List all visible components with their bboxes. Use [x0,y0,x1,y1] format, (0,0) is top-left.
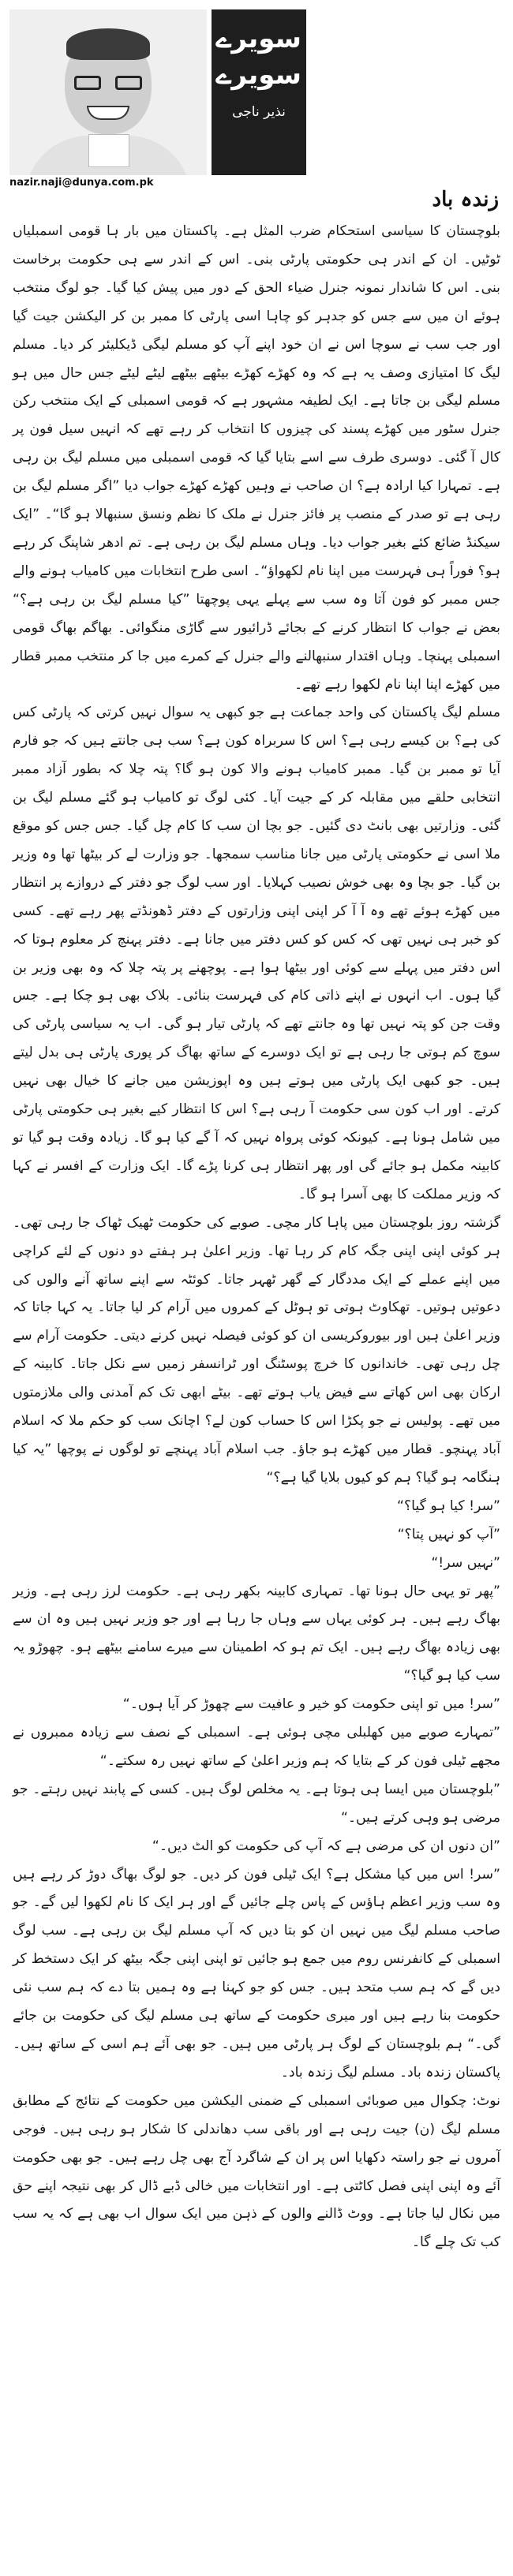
author-photo [9,9,207,175]
article-body [13,218,500,2257]
paragraph-balochistan: گزشتہ روز بلوچستان میں پاہا کار مچی۔ صوبے کی حکومت ٹھیک ٹھاک جا رہی تھی۔ ہر کوئی اپنی اپنی جگہ کام کر رہا تھا۔ وزیر اعلیٰ ہر ہفتے دو دنوں کے لئے کراچی میں اپنے عملے کے ایک مددگار کے گھر ٹھہر جاتا۔ کوئٹہ سے اپنے ساتھ آنے والوں کی دعوتیں ہوتیں۔ تھکاوٹ ہوتی تو ہوٹل کے کمروں میں آرام کر لیا جاتا۔ یہ کہا جاتا کہ وزیر اعلیٰ ہیں اور بیوروکریسی ان کو کوئی فیصلہ نہیں کرنے دیتی۔ حکومت آرام سے چل رہی تھی۔ خاندانوں کا خرچ پوسٹنگ اور ٹرانسفر زمیں سے نکل جاتا۔ کابینہ کے ارکان بھی اس کھاتے سے فیض یاب ہوتے تھے۔ بیٹے ابھی تک کم آمدنی والی ملازمتوں میں تھے۔ پولیس نے جو پکڑا اس کا حساب کون لے؟ اچانک سب کو حکم ملا کہ اسلام آباد پہنچو۔ قطار میں کھڑے ہو جاؤ۔ جب اسلام آباد پہنچے تو لوگوں نے پوچھا ”یہ کیا ہنگامہ ہو گیا؟ ہم کو کیوں بلایا گیا ہے؟“ [13,1214,500,1486]
author-photo-glasses [74,76,142,90]
column-name: سویرے سویرے [215,23,301,91]
dialog-line: ”نہیں سر!“ [431,1554,500,1571]
dialog-line: ”آپ کو نہیں پتا؟“ [397,1526,500,1542]
paragraph-note: نوٹ: چکوال میں صوبائی اسمبلی کے ضمنی الیکشن میں حکومت کے نتائج کے مطابق مسلم لیگ (ن) جیت رہی ہے اور باقی سب دھاندلی کا شکار ہو رہی ہیں۔ فوجی آمروں نے جو راستہ دکھایا اس پر ان کے شاگرد آج بھی چل رہے ہیں۔ جو بھی حکومت آئے وہ اپنی اپنی فصل کاٹتی ہے۔ اور انتخابات میں خالی ڈبے ڈال کر بھی نتیجہ اپنے حق میں نکال لیا جاتا ہے۔ ووٹ ڈالنے والوں کے ذہن میں ایک سوال اب بھی ہے کہ یہ سب کب تک چلے گا۔ [13,2092,500,2251]
paragraph-assembly: ”تمہارے صوبے میں کھلبلی مچی ہوئی ہے۔ اسمبلی کے نصف سے زیادہ ممبروں نے مجھے ٹیلی فون کر کے بتایا کہ ہم وزیر اعلیٰ کے ساتھ نہیں رہ سکتے۔“ [13,1725,500,1769]
paragraph-muslim-league: مسلم لیگ پاکستان کی واحد جماعت ہے جو کبھی یہ سوال نہیں کرتی کہ پارٹی کس کی ہے؟ بن کیسے رہی ہے؟ اس کا سربراہ کون ہے؟ سب ہی جانتے ہیں کہ جو فارم آیا تو ممبر بن گیا۔ ممبر کامیاب ہونے والا کون ہو گا؟ پتہ چلا کہ بطور آزاد ممبر انتخابی حلقے میں مقابلہ کر کے جیت آیا۔ کئی لوگ تو کامیاب ہو گئے مسلم لیگ بن گئی۔ وزارتیں بھی بانٹ دی گئیں۔ جو بچا ان سب کا کام چل گیا۔ جس جس کو موقع ملا اسی نے حکومتی پارٹی میں جانا مناسب سمجھا۔ جو وزارت لے کر بیٹھا تھا وہ وزیر بن گیا۔ جو بچا وہ بھی خوش نصیب کہلایا۔ اور سب لوگ جو دفتر کے دروازے پر انتظار میں کھڑے ہوئے تھے وہ آ آ کر اپنی اپنی وزارتوں کے دفتر ڈھونڈتے پھر رہے تھے۔ کسی کو خبر ہی نہیں تھی کہ کس کو کس دفتر میں جانا ہے۔ دفتر پہنچ کر معلوم ہوتا کہ اس دفتر میں پہلے سے کوئی اور بیٹھا ہوا ہے۔ پوچھنے پر پتہ چلا کہ وہ بھی وزیر بن گیا ہوں۔ اب انہوں نے اپنے ذاتی کام کی فہرست بنائی۔ بلاک بھی ہو چکا ہے۔ جس وقت جن کو پتہ نہیں تھا وہ جانتے تھے کہ پارٹی تیار ہو گی۔ اب یہ سیاسی پارٹی کی سوچ کم ہوتی جا رہی ہے تو ایک دوسرے کے ساتھ بھاگ کر پوری پارٹی ہی بدل لیتے ہیں۔ جو کبھی ایک پارٹی میں ہوتے ہیں وہ اپوزیشن میں جانے کا خیال بھی نہیں کرتے۔ اور اب کون سی حکومت آ رہی ہے؟ اس کا انتظار کیے بغیر ہی حکومتی پارٹی میں شامل ہونا ہے۔ کیونکہ کوئی پرواہ نہیں کہ آ گے کیا ہو گا۔ زیادہ وقت ہو گیا تو کابینہ مکمل ہو جائے گی اور پھر انتظار ہی کرنا پڑے گا۔ ایک وزارت کے افسر نے کہا کہ وزیر مملکت کا بھی آسرا ہو گا۔ [13,705,500,1202]
dialog-line: ”ان دنوں ان کی مرضی ہے کہ آپ کی حکومت کو الٹ دیں۔“ [152,1838,500,1854]
dialog-line: ”سر! میں تو اپنی حکومت کو خیر و عافیت سے چھوڑ کر آیا ہوں۔“ [122,1696,500,1713]
dialog-line: ”سر! کیا ہو گیا؟“ [397,1497,500,1514]
paragraph-zindabad: ”سر! اس میں کیا مشکل ہے؟ ایک ٹیلی فون کر دیں۔ جو لوگ بھاگ دوڑ کر رہے ہیں وہ سب وزیر اعظم ہاؤس کے پاس چلے جائیں گے اور ہر ایک کا نام لکھوا لیں گے۔ جو صاحب مسلم لیگ میں نہیں ان کو بتا دیں کہ آپ مسلم لیگ بن رہی ہے۔ سب لوگ اسمبلی کے کانفرنس روم میں جمع ہو جائیں تو اپنی اپنی جگہ بیٹھ کر ایک دستخط کر دیں گے کہ ہم سب متحد ہیں۔ جس کو جو کہنا ہے وہ ہمیں بتا دے کہ ہم سب نئی حکومت بنا رہے ہیں اور میری حکومت کے ساتھ ہی مسلم لیگ کی حکومت بن جائے گی۔“ ہم بلوچستان کے لوگ ہر پارٹی میں ہیں۔ جو بھی آئے ہم اسی کے ساتھ ہیں۔ پاکستان زندہ باد۔ مسلم لیگ زندہ باد۔ [13,1866,500,2081]
author-photo-collar [88,134,129,167]
paragraph-cabinet: ”پھر تو یہی حال ہونا تھا۔ تمہاری کابینہ بکھر رہی ہے۔ حکومت لرز رہی ہے۔ وزیر بھاگ رہے ہیں۔ ہر کوئی یہاں سے وہاں جا رہا ہے اور جو وزیر نہیں ہیں وہ ان سے بھی زیادہ بھاگ رہے ہیں۔ ایک تم ہو کہ اطمینان سے میرے سامنے بیٹھے ہو۔ چھوڑو یہ سب کیا ہو گیا؟“ [13,1583,500,1684]
paragraph-intro: بلوچستان کا سیاسی استحکام ضرب المثل ہے۔ پاکستان میں بار ہا قومی اسمبلیاں ٹوٹیں۔ ان کے اندر ہی حکومتی پارٹی بنی۔ اس کے اندر سے ہی حکومت برخاست بنی۔ اس کا شاندار نمونہ جنرل ضیاء الحق کے دور میں پیش کیا گیا۔ جو لوگ منتخب ہوئے ان میں سے جس کو جدہر کو چاہا اسی پارٹی کا ممبر بن کر الیکشن جیت گیا اور جب سب نے سوچا اس نے ان خود اپنے آپ کو مسلم لیگی ڈیکلیئر کر دیا۔ مسلم لیگ کا امتیازی وصف یہ ہے کہ وہ کھڑے کھڑے بیٹھے بیٹھے لیٹے لیٹے جس حال میں ہو مسلم لیگی بن جاتا ہے۔ ایک لطیفہ مشہور ہے کہ قومی اسمبلی کے ایک منتخب رکن جنرل سٹور میں کھڑے پسند کی چیزوں کا انتخاب کر رہے تھے کہ انہیں سیل فون پر کال آ گئی۔ دوسری طرف سے اسے بتایا گیا کہ قومی اسمبلی میں مسلم لیگ بن رہی ہے۔ تمہارا کیا ارادہ ہے؟ ان صاحب نے وہیں کھڑے کھڑے جواب دیا ”اگر مسلم لیگ بن رہی ہے تو صدر کے منصب پر فائز جنرل نے ملک کا نظم ونسق سنبھالا ہو گا“۔ ”ایک سیکنڈ ضائع کئے بغیر جواب دیا۔ وہاں مسلم لیگ بن رہی ہے۔ تم ادھر شاپنگ کر رہے ہو؟ فوراً ہی فہرست میں اپنا نام لکھواؤ“۔ اسی طرح انتخابات میں کامیاب ہونے والے جس ممبر کو فون آتا وہ سب سے پہلے یہی پوچھتا ”کیا مسلم لیگ بن رہی ہے؟“ بعض نے جواب کا انتظار کرنے کے بجائے ڈرائیور سے گاڑی منگوائی۔ بھاگم بھاگ قومی اسمبلی پہنچا۔ وہاں اقتدار سنبھالنے والے جنرل کے کمرے میں جا کر منتخب ممبر قطار میں کھڑے اپنا اپنا نام لکھوا رہے تھے۔ [13,223,500,693]
author-photo-hair [66,28,150,60]
paragraph-mood: ”بلوچستان میں ایسا ہی ہوتا ہے۔ یہ مخلص لوگ ہیں۔ کسی کے پابند نہیں رہتے۔ جو مرضی ہو وہی کرتے ہیں۔“ [13,1781,500,1826]
column-masthead [9,9,504,211]
column-title-box [212,9,306,175]
author-name: نذیر ناجی [232,104,286,120]
article-headline: زندہ باد [432,188,499,211]
author-email: nazir.naji@dunya.com.pk [9,177,154,189]
